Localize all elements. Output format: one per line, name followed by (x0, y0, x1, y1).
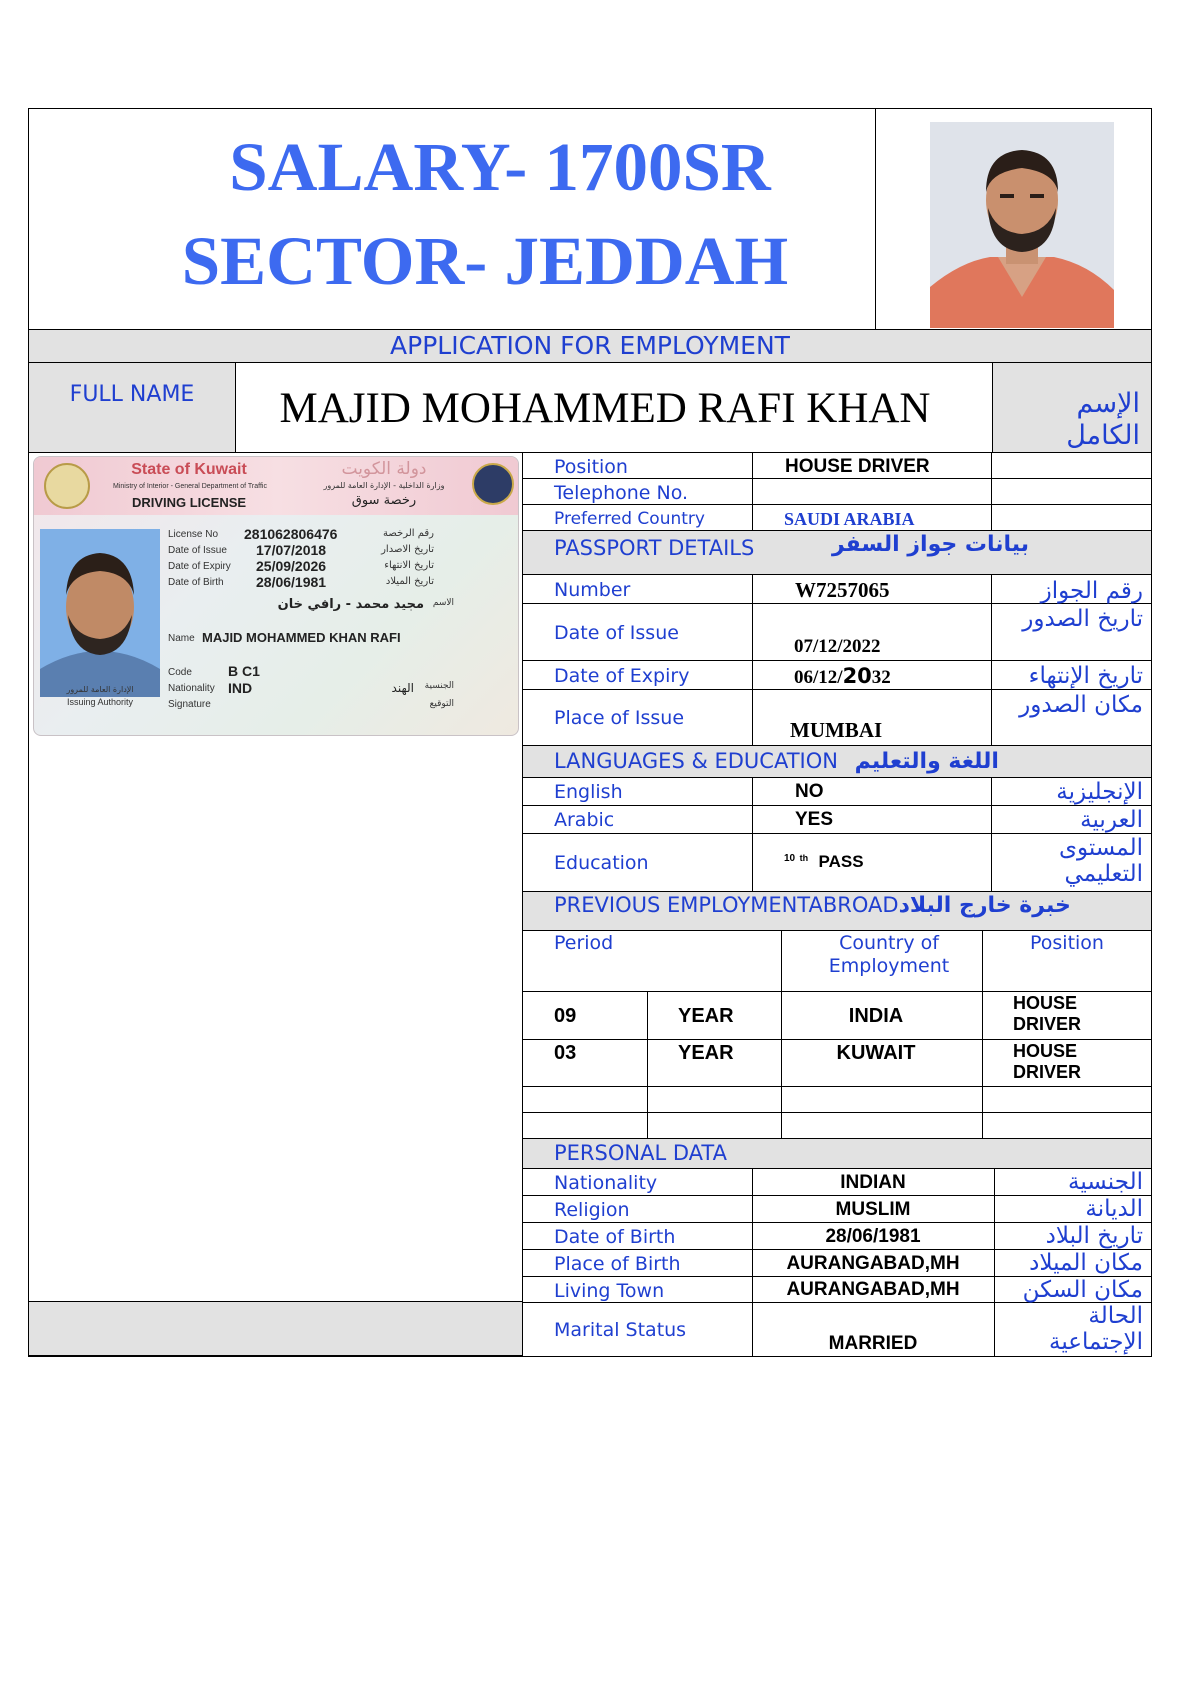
license-nationality-ar-label: الجنسية (424, 681, 454, 691)
col-position-header: Position (1030, 932, 1104, 954)
full-name-value: MAJID MOHAMMED RAFI KHAN (279, 385, 931, 432)
nationality-ar: الجنسية (1068, 1169, 1143, 1195)
pob-ar: مكان الميلاد (1029, 1250, 1143, 1276)
employment-row-0-unit: YEAR (678, 1005, 734, 1027)
dob-label: Date of Birth (554, 1226, 676, 1248)
nationality-value: INDIAN (840, 1172, 906, 1193)
passport-number-label: Number (554, 579, 631, 601)
passport-heading: PASSPORT DETAILS (554, 536, 755, 560)
living-town-ar: مكان السكن (1022, 1277, 1143, 1303)
employment-row-0-period: 09 (554, 1005, 577, 1027)
previous-heading-text: PREVIOUS EMPLOYMENTABROAD (554, 893, 899, 917)
telephone-label: Telephone No. (554, 482, 689, 504)
row-line (522, 833, 1152, 834)
passport-issue-ar: تاريخ الصدور (1022, 606, 1143, 632)
previous-heading-ar: خبرة خارج البلاد (898, 893, 1071, 918)
preferred-country-label: Preferred Country (554, 509, 705, 529)
license-field-ar-2: تاريخ الانتهاء (384, 560, 434, 571)
license-code: B C1 (228, 663, 260, 679)
row-line (522, 478, 1152, 479)
full-name-label-cell (28, 362, 236, 453)
col-line (752, 574, 753, 745)
passport-expiry-value (794, 664, 891, 689)
arabic-ar: العربية (1080, 807, 1143, 833)
license-title: DRIVING LICENSE (131, 495, 247, 510)
marital-value: MARRIED (828, 1333, 918, 1354)
col-line (991, 452, 992, 530)
header-divider (875, 108, 876, 330)
employment-row-1-country: KUWAIT (836, 1042, 916, 1064)
passport-place-ar: مكان الصدور (1019, 692, 1143, 718)
license-signature-label: Signature (168, 699, 211, 710)
religion-label: Religion (554, 1199, 630, 1221)
dob-value: 28/06/1981 (825, 1226, 921, 1247)
passport-expiry-part-a: 06/12/ (794, 667, 843, 688)
col-line (982, 930, 983, 1138)
languages-heading (554, 749, 999, 774)
passport-heading-ar: بيانات جواز السفر (832, 532, 1030, 557)
license-authority: Issuing Authority (66, 697, 134, 707)
license-authority-ar: الإدارة العامة للمرور (66, 685, 134, 694)
arabic-value: YES (795, 809, 834, 830)
nationality-label: Nationality (554, 1172, 658, 1194)
col-line (752, 777, 753, 891)
license-signature-ar: التوقيع (429, 699, 454, 709)
passport-number-ar: رقم الجواز (1040, 578, 1143, 604)
english-ar: الإنجليزية (1056, 779, 1143, 805)
passport-expiry-part-c: 32 (871, 667, 891, 688)
marital-label: Marital Status (554, 1319, 687, 1341)
driving-license-card (33, 456, 519, 736)
education-pass: PASS (818, 852, 864, 871)
english-value: NO (795, 781, 824, 802)
religion-value: MUSLIM (835, 1199, 911, 1220)
row-line (522, 504, 1152, 505)
row-line (522, 777, 1152, 778)
passport-issue-label: Date of Issue (554, 622, 679, 644)
license-field-ar-1: تاريخ الاصدار (381, 544, 434, 555)
col-line (752, 452, 753, 530)
col-line (647, 991, 648, 1138)
salary-heading: SALARY- 1700SR (229, 129, 771, 205)
living-town-value: AURANGABAD,MH (786, 1279, 960, 1300)
education-number: 10 (784, 853, 796, 864)
bottom-border (28, 1356, 1152, 1357)
license-field-value-1: 17/07/2018 (256, 542, 327, 558)
row-line (522, 689, 1152, 690)
position-value: HOUSE DRIVER (785, 456, 930, 477)
license-photo (40, 529, 160, 697)
license-country: State of Kuwait (131, 461, 247, 478)
passport-expiry-part-b: 20 (842, 664, 872, 688)
license-field-ar-0: رقم الرخصة (382, 528, 434, 539)
license-name-label: Name (168, 633, 195, 644)
row-line (522, 1086, 1152, 1087)
living-town-label: Living Town (554, 1280, 665, 1302)
applicant-photo (930, 122, 1114, 328)
languages-heading-ar: اللغة والتعليم (854, 749, 999, 774)
passport-expiry-ar: تاريخ الإنتهاء (1028, 663, 1143, 689)
license-field-value-0: 281062806476 (244, 526, 338, 542)
license-field-ar-3: تاريخ الميلاد (385, 576, 434, 587)
license-nationality-label: Nationality (168, 683, 215, 694)
license-code-label: Code (168, 667, 192, 678)
col-line (991, 777, 992, 891)
col-line (781, 930, 782, 1138)
passport-place-label: Place of Issue (554, 707, 685, 729)
pob-label: Place of Birth (554, 1253, 681, 1275)
row-line (522, 1112, 1152, 1113)
license-field-value-2: 25/09/2026 (256, 558, 327, 574)
col-line (991, 574, 992, 745)
license-field-label-2: Date of Expiry (168, 561, 231, 572)
preferred-country-value: SAUDI ARABIA (784, 509, 915, 529)
marital-ar: الحالة الإجتماعية (1049, 1303, 1143, 1355)
arabic-label: Arabic (554, 809, 615, 831)
license-ministry-ar: وزارة الداخلية - الإدارة العامة للمرور (323, 481, 445, 490)
employment-row-0-country: INDIA (848, 1005, 904, 1027)
col-line (994, 1168, 995, 1356)
row-line (522, 991, 1152, 992)
license-name-ar-label: الاسم (432, 598, 454, 608)
form-title: APPLICATION FOR EMPLOYMENT (390, 331, 790, 360)
row-line (522, 930, 1152, 931)
pob-value: AURANGABAD,MH (786, 1253, 960, 1274)
license-field-label-1: Date of Issue (168, 545, 227, 556)
row-line (522, 805, 1152, 806)
license-title-ar: رخصة سوق (351, 493, 417, 508)
employment-row-1-position: HOUSE DRIVER (1013, 1041, 1082, 1082)
license-ministry: Ministry of Interior - General Department of Traffic (113, 483, 267, 490)
employment-row-1-period: 03 (554, 1042, 577, 1064)
left-bottom-gray (28, 1301, 523, 1356)
dob-ar: تاريخ البلاد (1045, 1223, 1143, 1249)
full-name-ar-label: الإسم الكامل (1066, 388, 1140, 451)
col-period-header: Period (554, 932, 614, 954)
education-ar: المستوى التعليمي (1058, 835, 1143, 887)
license-field-value-3: 28/06/1981 (256, 574, 327, 590)
license-field-label-3: Date of Birth (168, 577, 224, 588)
license-nationality: IND (228, 680, 253, 696)
education-value (784, 852, 864, 872)
passport-place-value: MUMBAI (790, 718, 883, 742)
passport-expiry-label: Date of Expiry (554, 665, 690, 687)
license-country-ar: دولة الكويت (341, 459, 427, 479)
education-suffix: th (799, 853, 809, 863)
position-label: Position (554, 456, 628, 478)
languages-heading-text: LANGUAGES & EDUCATION (554, 749, 838, 773)
row-line (522, 660, 1152, 661)
row-line (522, 574, 1152, 575)
kuwait-emblem-icon (44, 463, 90, 509)
sector-heading: SECTOR- JEDDAH (181, 223, 789, 299)
previous-heading (554, 893, 1071, 918)
employment-row-0-position: HOUSE DRIVER (1013, 993, 1082, 1034)
english-label: English (554, 781, 623, 803)
license-name-ar: مجيد محمد - رافي خان (277, 597, 424, 612)
employment-row-1-unit: YEAR (678, 1042, 734, 1064)
full-name-label: FULL NAME (69, 382, 195, 407)
passport-issue-value: 07/12/2022 (794, 636, 881, 657)
education-label: Education (554, 852, 649, 874)
religion-ar: الديانة (1085, 1196, 1143, 1222)
personal-heading: PERSONAL DATA (554, 1141, 727, 1165)
license-field-label-0: License No (168, 529, 219, 540)
passport-number-value: W7257065 (795, 578, 890, 602)
license-name: MAJID MOHAMMED KHAN RAFI (202, 630, 401, 645)
gcc-seal-icon (472, 463, 514, 505)
row-line (522, 1039, 1152, 1040)
license-nationality-ar: الهند (391, 681, 414, 695)
col-country-header: Country of Employment (828, 932, 950, 977)
